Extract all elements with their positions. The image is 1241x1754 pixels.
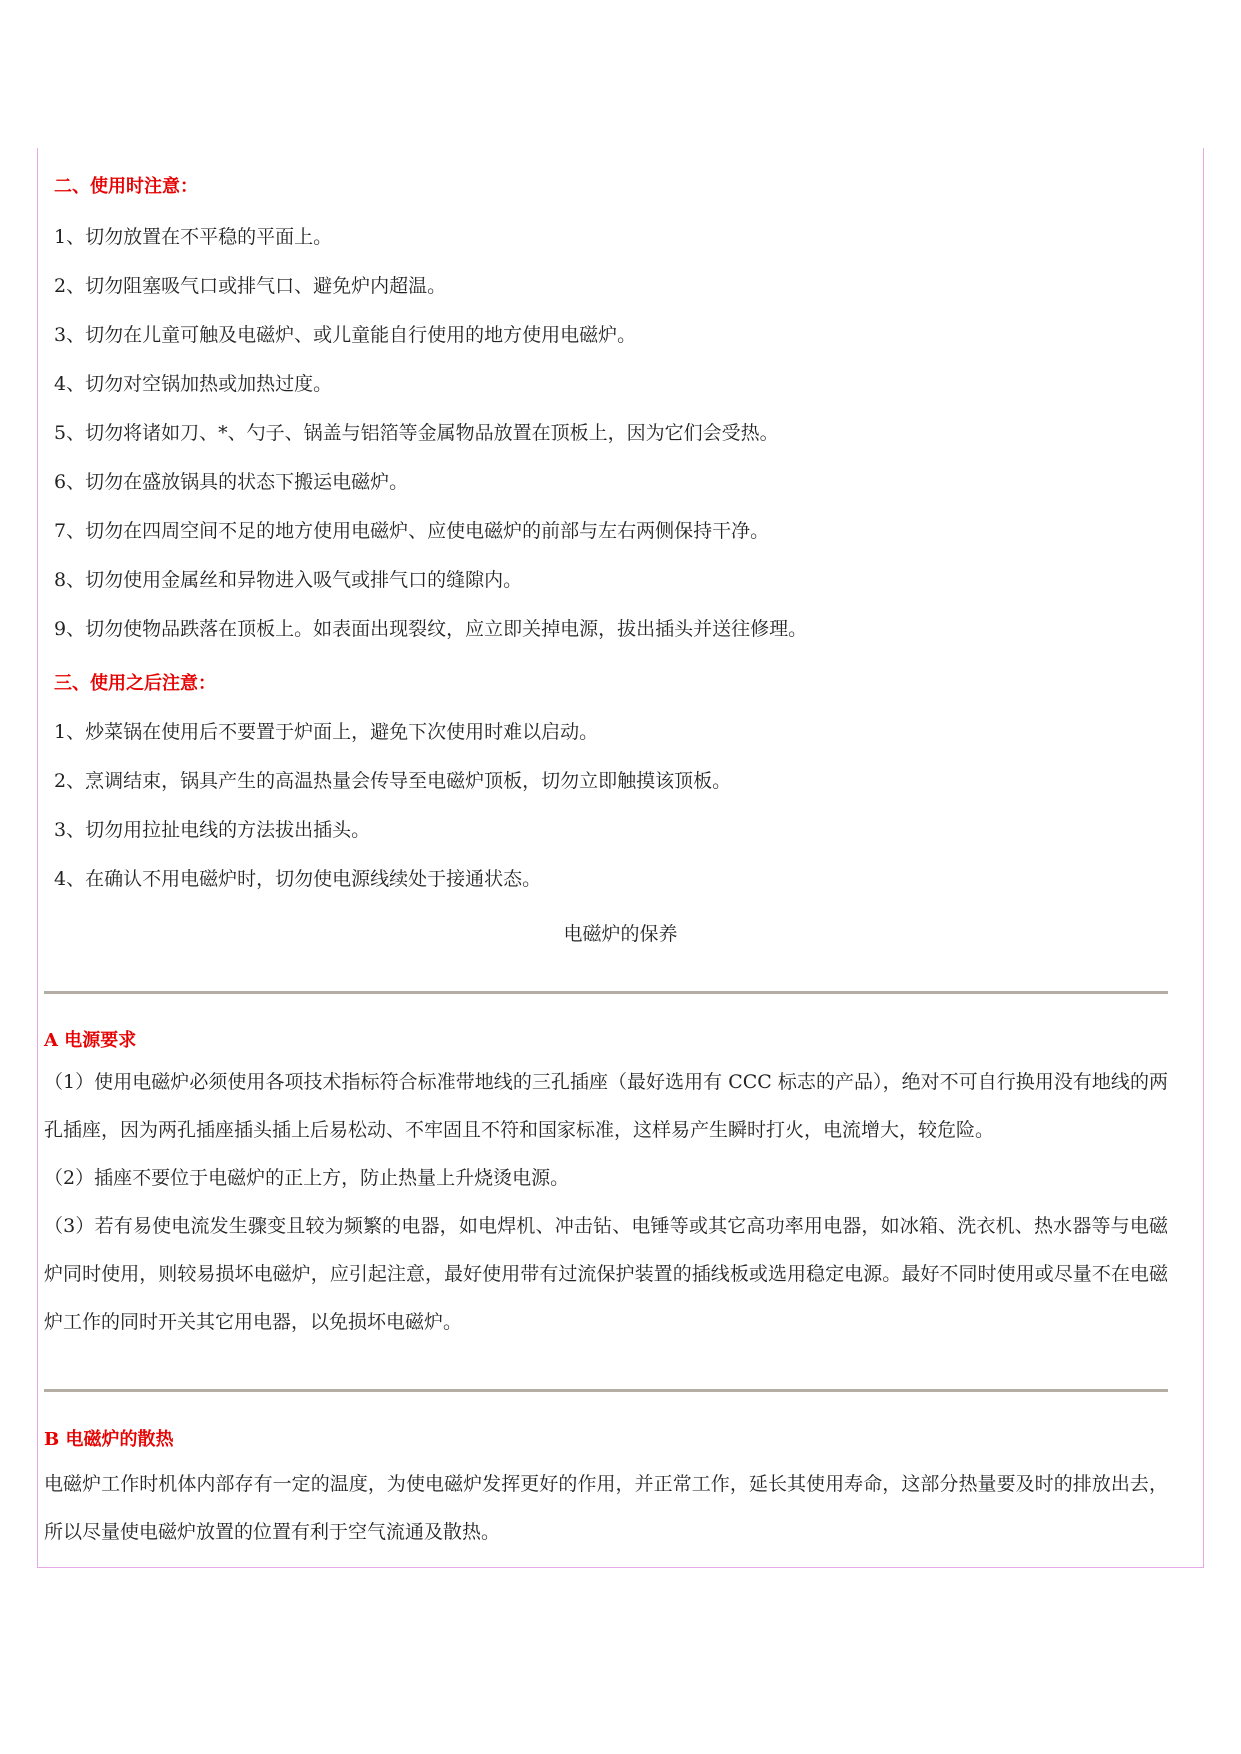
paragraph: （2）插座不要位于电磁炉的正上方，防止热量上升烧烫电源。 [44, 1167, 570, 1189]
paragraph: 电磁炉工作时机体内部存有一定的温度，为使电磁炉发挥更好的作用，并正常工作，延长其使用寿命，这部分热量要及时的排放出去，所以尽量使电磁炉放置的位置有利于空气流通及散热。 [44, 1473, 1168, 1543]
divider [44, 1389, 1168, 1392]
section-heading-power: A 电源要求 [44, 1030, 137, 1051]
list-item: 7、切勿在四周空间不足的地方使用电磁炉、应使电磁炉的前部与左右两侧保持干净。 [54, 520, 770, 542]
section-heading-usage: 二、使用时注意： [54, 176, 198, 197]
list-item: 2、烹调结束，锅具产生的高温热量会传导至电磁炉顶板，切勿立即触摸该顶板。 [54, 770, 732, 792]
list-item: 8、切勿使用金属丝和异物进入吸气或排气口的缝隙内。 [54, 569, 523, 591]
page-frame [37, 148, 1204, 1568]
section-heading-heat: B 电磁炉的散热 [44, 1429, 174, 1450]
paragraph: （3）若有易使电流发生骤变且较为频繁的电器，如电焊机、冲击钻、电锤等或其它高功率用电器，如冰箱、洗衣机、热水器等与电磁炉同时使用，则较易损坏电磁炉，应引起注意，最好使用带有过流保护装置的插线板或选用稳定电源。最好不同时使用或尽量不在电磁炉工作的同时开关其它用电器，以免损坏电磁炉。 [44, 1215, 1168, 1333]
list-item: 2、切勿阻塞吸气口或排气口、避免炉内超温。 [54, 275, 447, 297]
list-item: 1、炒菜锅在使用后不要置于炉面上，避免下次使用时难以启动。 [54, 721, 599, 743]
list-item: 3、切勿用拉扯电线的方法拔出插头。 [54, 819, 371, 841]
list-item: 6、切勿在盛放锅具的状态下搬运电磁炉。 [54, 471, 409, 493]
list-item: 3、切勿在儿童可触及电磁炉、或儿童能自行使用的地方使用电磁炉。 [54, 324, 637, 346]
list-item: 5、切勿将诸如刀、*、勺子、锅盖与铝箔等金属物品放置在顶板上，因为它们会受热。 [54, 422, 779, 444]
paragraph: （1）使用电磁炉必须使用各项技术指标符合标准带地线的三孔插座（最好选用有 CCC 标志的产品），绝对不可自行换用没有地线的两孔插座，因为两孔插座插头插上后易松动、不牢固且不符和国家标准，这样易产生瞬时打火，电流增大，较危险。 [44, 1071, 1168, 1141]
power-requirements [44, 1058, 1168, 1346]
divider [44, 991, 1168, 994]
list-item: 4、在确认不用电磁炉时，切勿使电源线续处于接通状态。 [54, 868, 542, 890]
list-item: 9、切勿使物品跌落在顶板上。如表面出现裂纹，应立即关掉电源，拔出插头并送往修理。 [54, 618, 808, 640]
heat-dissipation [44, 1460, 1168, 1556]
list-item: 1、切勿放置在不平稳的平面上。 [54, 226, 333, 248]
section-heading-after-use: 三、使用之后注意： [54, 673, 216, 694]
maintenance-title: 电磁炉的保养 [563, 923, 678, 945]
list-item: 4、切勿对空锅加热或加热过度。 [54, 373, 333, 395]
